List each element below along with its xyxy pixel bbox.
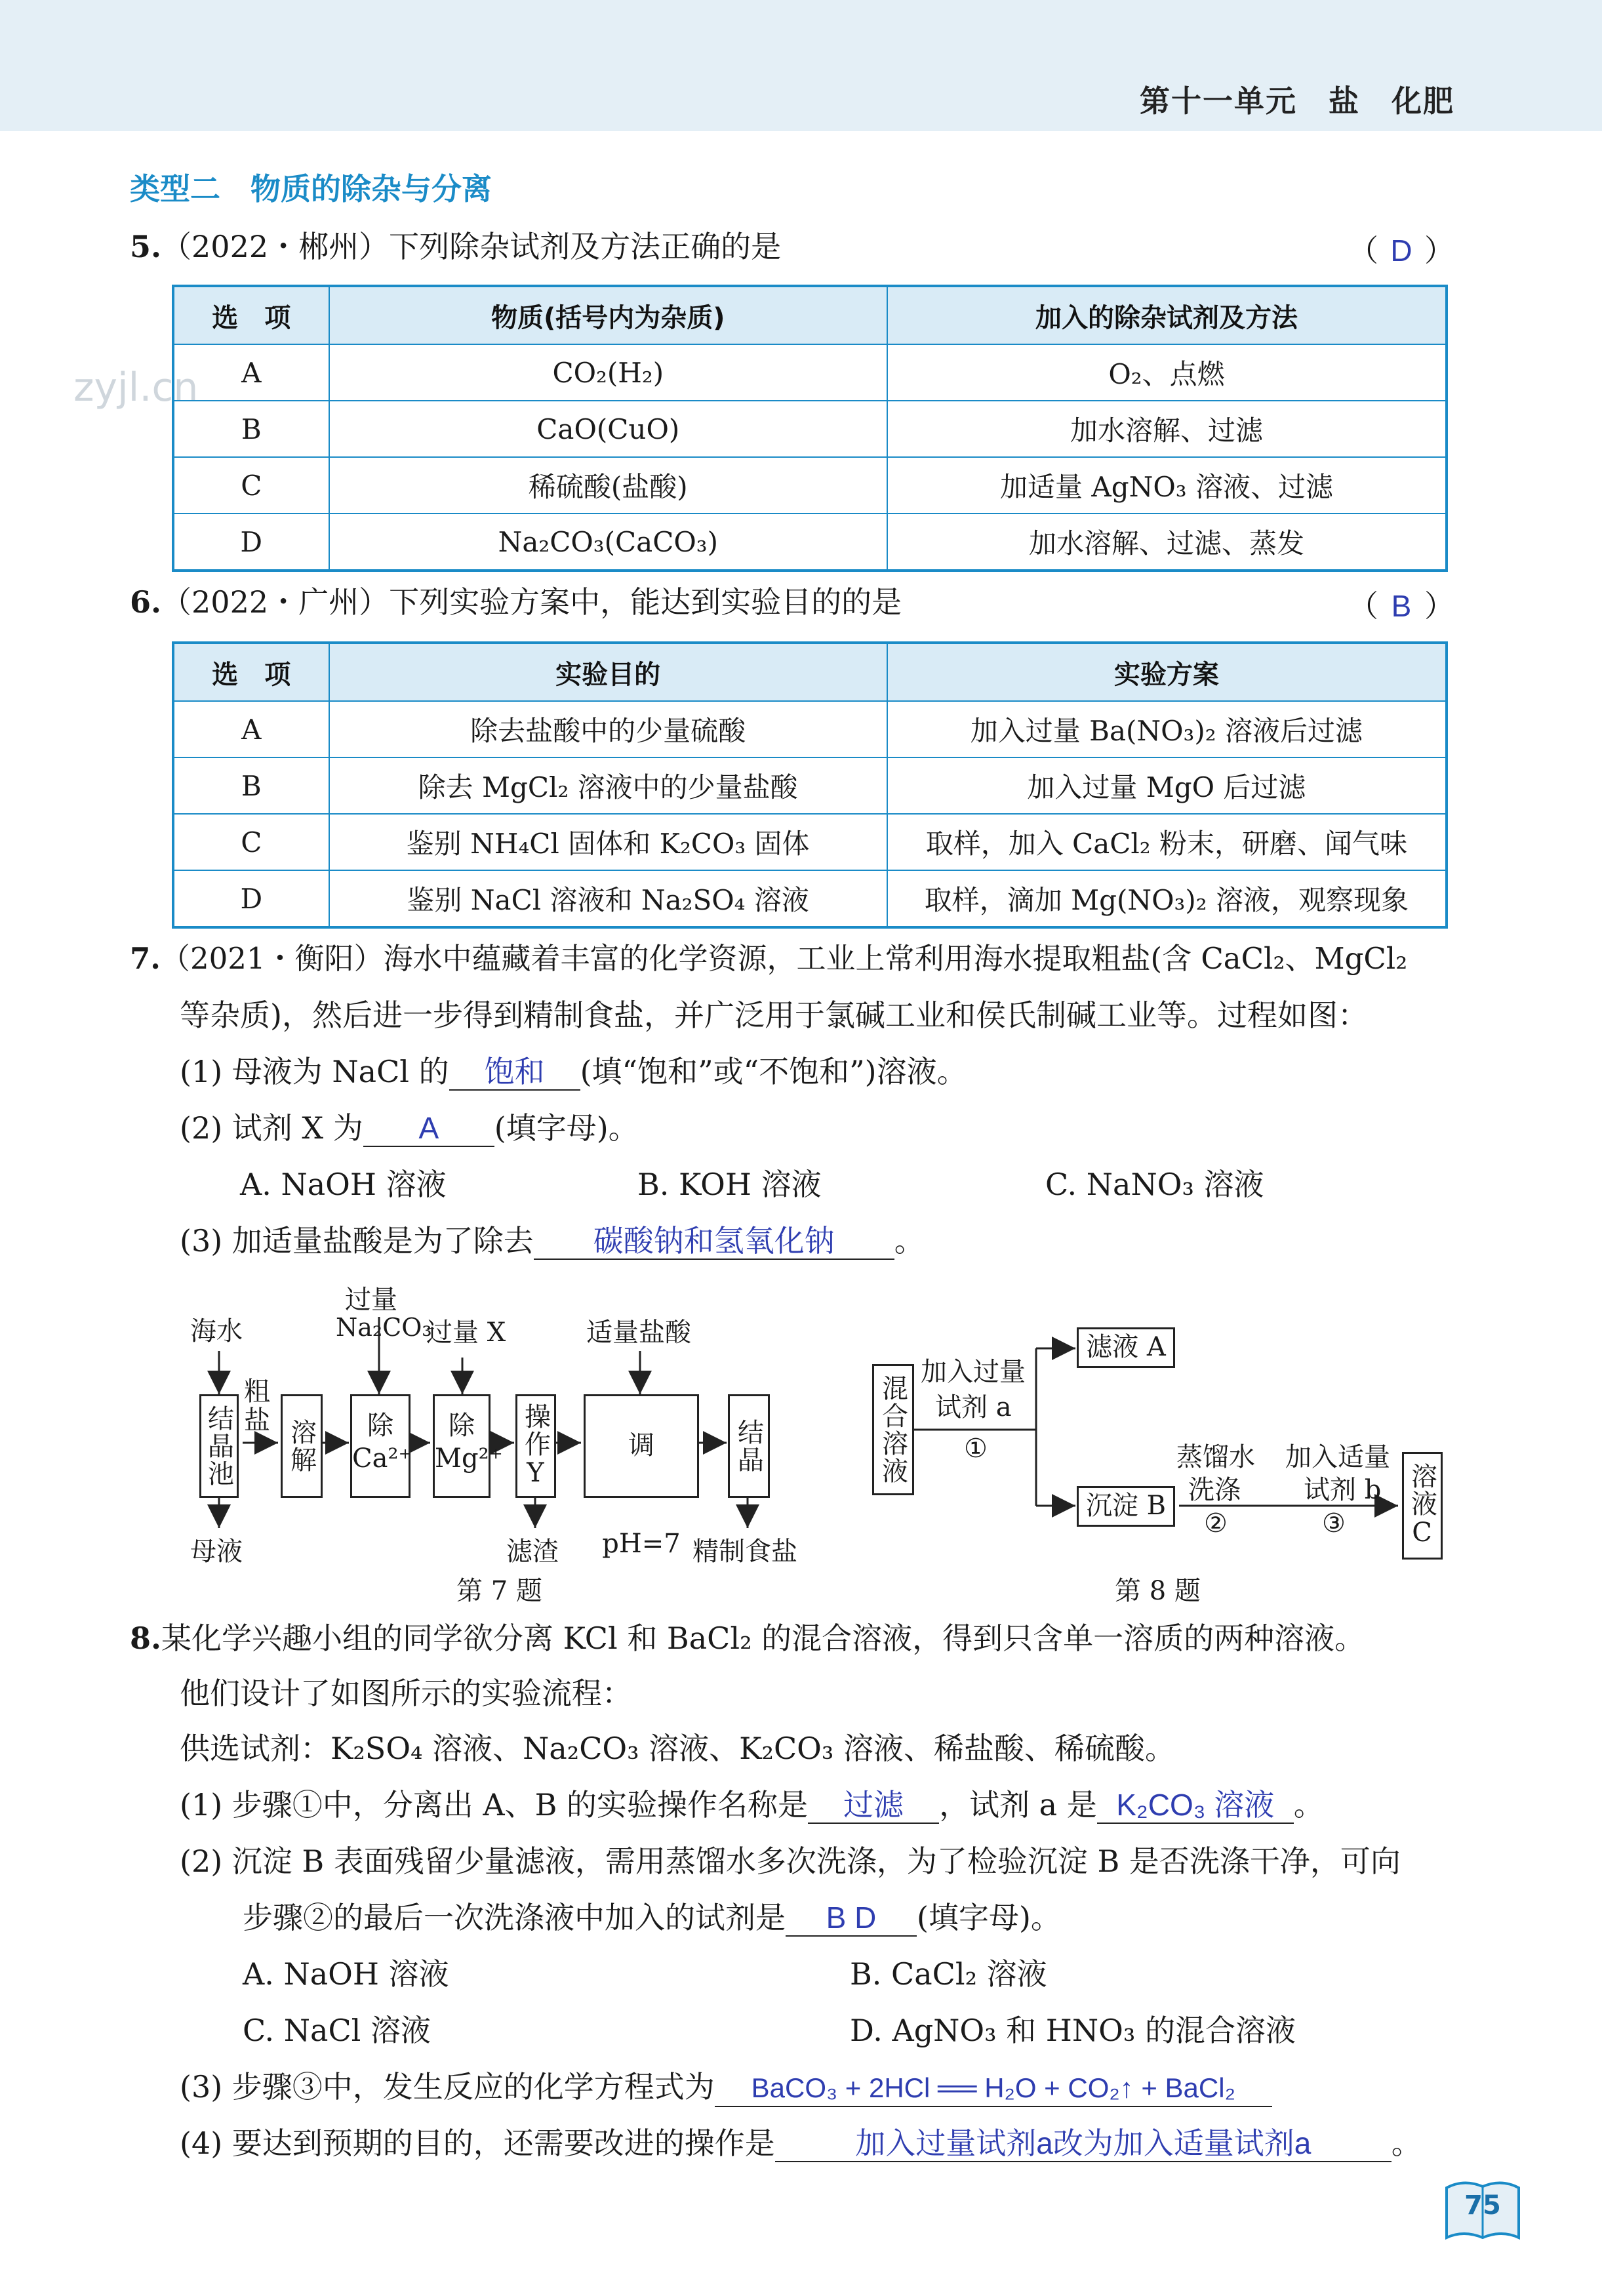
q8-part4-text: (4) 要达到预期的目的，还需要改进的操作是 — [180, 2125, 775, 2161]
table-cell: A — [173, 701, 329, 757]
seawater-label: 海水 — [190, 1316, 243, 1346]
table-cell: C — [173, 457, 329, 514]
paren-open: （ — [1348, 588, 1378, 624]
table-header: 实验目的 — [329, 643, 887, 701]
table-cell: 加适量 AgNO₃ 溶液、过滤 — [887, 457, 1447, 514]
q7-part3-answer: 碳酸钠和氢氧化钠 — [534, 1223, 894, 1260]
excess-x-label: 过量 X — [426, 1318, 506, 1348]
table-header: 加入的除杂试剂及方法 — [887, 286, 1447, 344]
crystallization-pool-box: 结晶池 — [199, 1394, 239, 1498]
q7-stem-line2: 等杂质)，然后进一步得到精制食盐，并广泛用于氯碱工业和侯氏制碱工业等。过程如图： — [180, 997, 1368, 1033]
table-cell: 稀硫酸(盐酸) — [329, 457, 888, 514]
table-cell: 加入过量 Ba(NO₃)₂ 溶液后过滤 — [887, 701, 1447, 757]
q7-part1-text: (1) 母液为 NaCl 的 — [180, 1054, 449, 1089]
table-cell: 加水溶解、过滤 — [887, 401, 1447, 457]
dissolve-box: 溶解 — [281, 1394, 323, 1498]
table-cell: 鉴别 NH₄Cl 固体和 K₂CO₃ 固体 — [329, 814, 887, 870]
q8-part3 — [180, 2067, 1272, 2107]
q8-reagents: 供选试剂：K₂SO₄ 溶液、Na₂CO₃ 溶液、K₂CO₃ 溶液、稀盐酸、稀硫酸。 — [180, 1731, 1175, 1766]
q8-part1-text: (1) 步骤①中，分离出 A、B 的实验操作名称是 — [180, 1787, 809, 1823]
q7-option-c: C. NaNO₃ 溶液 — [1045, 1167, 1264, 1202]
q8-part4 — [180, 2124, 1422, 2163]
operation-y-box: 操作Y — [515, 1394, 556, 1498]
table-cell: 取样，滴加 Mg(NO₃)₂ 溶液，观察现象 — [887, 870, 1447, 927]
wash-label: 洗涤 — [1188, 1475, 1241, 1505]
q8-part2-answer: B D — [786, 1900, 917, 1937]
q7-number: 7. — [130, 941, 161, 976]
q5-text: （2022・郴州）下列除杂试剂及方法正确的是 — [161, 229, 782, 264]
page-number: 75 — [1464, 2190, 1501, 2221]
q8-option-b: B. CaCl₂ 溶液 — [850, 1956, 1047, 1992]
q8-stem-line1 — [130, 1619, 1365, 1658]
q8-part2-hint: (填字母)。 — [917, 1900, 1061, 1935]
q7-text: （2021・衡阳）海水中蕴藏着丰富的化学资源，工业上常利用海水提取粗盐(含 CaCl₂、MgCl₂ — [160, 941, 1408, 976]
table-cell: C — [173, 814, 329, 870]
reagent-a-label: 试剂 a — [935, 1392, 1012, 1422]
q8-part2-text: 步骤②的最后一次洗涤液中加入的试剂是 — [243, 1900, 786, 1935]
q8-option-a: A. NaOH 溶液 — [243, 1956, 449, 1992]
q8-part1-answer1: 过滤 — [808, 1787, 939, 1824]
table-cell: 加入过量 MgO 后过滤 — [887, 757, 1447, 814]
q8-part3-text: (3) 步骤③中，发生反应的化学方程式为 — [180, 2069, 715, 2105]
q8-text: 某化学兴趣小组的同学欲分离 KCl 和 BaCl₂ 的混合溶液，得到只含单一溶质的两种溶液。 — [161, 1621, 1365, 1656]
table-cell: D — [173, 870, 329, 927]
distilled-water-label: 蒸馏水 — [1176, 1442, 1255, 1472]
table-cell: B — [173, 757, 329, 814]
excess-label: 过量 — [345, 1285, 397, 1315]
mixed-solution-box: 混合溶液 — [872, 1364, 914, 1495]
q5-number: 5. — [130, 229, 162, 264]
crystallize-box: 结晶 — [728, 1394, 770, 1498]
remove-mg-box — [433, 1394, 503, 1498]
q7-option-a: A. NaOH 溶液 — [240, 1167, 447, 1202]
table-cell: B — [173, 401, 329, 457]
add-excess-label: 加入过量 — [921, 1357, 1026, 1387]
step3-label: ③ — [1322, 1508, 1346, 1539]
paren-close: ） — [1424, 588, 1454, 624]
remove-ca-box — [350, 1394, 411, 1498]
q8-option-c: C. NaCl 溶液 — [243, 2013, 431, 2048]
reagent-b-label: 试剂 b — [1304, 1475, 1382, 1505]
q7-part3-text: (3) 加适量盐酸是为了除去 — [180, 1223, 534, 1259]
q8-number: 8. — [130, 1621, 162, 1656]
table-cell: 取样，加入 CaCl₂ 粉末，研磨、闻气味 — [887, 814, 1447, 870]
paren-close: ） — [1424, 233, 1454, 268]
table-cell: 加水溶解、过滤、蒸发 — [887, 514, 1447, 571]
adjust-ph-box: 调 pH=7 — [584, 1394, 699, 1498]
figure8-caption: 第 8 题 — [1115, 1576, 1201, 1606]
step2-label: ② — [1204, 1508, 1228, 1539]
q8-part1-mid: ，试剂 a 是 — [939, 1787, 1097, 1823]
figure7-caption: 第 7 题 — [456, 1576, 542, 1606]
table-cell: A — [173, 344, 329, 401]
hcl-label: 适量盐酸 — [586, 1318, 691, 1348]
table-header: 选 项 — [173, 286, 329, 344]
crude-salt-label: 粗盐 — [244, 1377, 270, 1436]
table-header: 实验方案 — [887, 643, 1447, 701]
table-header: 选 项 — [173, 643, 329, 701]
table-header: 物质(括号内为杂质) — [329, 286, 888, 344]
q7-part2-answer: A — [363, 1110, 494, 1147]
mg-ion-text: Mg²⁺ — [435, 1443, 503, 1474]
q7-part1-answer: 饱和 — [449, 1054, 580, 1091]
q8-part4-answer: 加入过量试剂a改为加入适量试剂a — [775, 2125, 1392, 2162]
q8-part1-end: 。 — [1293, 1787, 1324, 1823]
q5-answer: D — [1390, 233, 1412, 268]
table-cell: D — [173, 514, 329, 571]
q7-option-b: B. KOH 溶液 — [637, 1167, 822, 1202]
q8-part1-answer2: K₂CO₃ 溶液 — [1097, 1787, 1294, 1824]
q7-part1-hint: (填“饱和”或“不饱和”)溶液。 — [580, 1054, 967, 1089]
watermark: zyjl.cn — [73, 365, 199, 411]
q8-part2-line2 — [243, 1898, 1061, 1937]
table-cell: CaO(CuO) — [329, 401, 888, 457]
table-cell: CO₂(H₂) — [329, 344, 888, 401]
q7-part3-end: 。 — [894, 1223, 925, 1259]
step1-label: ① — [964, 1434, 988, 1464]
na2co3-label: Na₂CO₃ — [336, 1313, 432, 1342]
table-cell: O₂、点燃 — [887, 344, 1447, 401]
q7-part2-text: (2) 试剂 X 为 — [180, 1110, 363, 1146]
section-title: 类型二 物质的除杂与分离 — [130, 171, 492, 207]
remove-ca-text: 除 — [367, 1411, 393, 1441]
unit-title: 第十一单元 盐 化肥 — [1140, 83, 1454, 119]
table-cell: Na₂CO₃(CaCO₃) — [329, 514, 888, 571]
precipitate-b-box: 沉淀 B — [1077, 1486, 1175, 1527]
table-cell: 除去盐酸中的少量硫酸 — [329, 701, 887, 757]
q6-answer: B — [1391, 589, 1412, 623]
q8-stem-line2: 他们设计了如图所示的实验流程： — [180, 1676, 632, 1711]
q8-option-d: D. AgNO₃ 和 HNO₃ 的混合溶液 — [850, 2013, 1296, 2048]
q8-part3-answer: BaCO₃ + 2HCl ══ H₂O + CO₂↑ + BaCl₂ — [715, 2070, 1272, 2107]
q8-part1 — [180, 1785, 1324, 1824]
residue-label: 滤渣 — [506, 1537, 559, 1567]
q6-number: 6. — [130, 584, 162, 620]
q6-text: （2022・广州）下列实验方案中，能达到实验目的的是 — [161, 584, 902, 620]
q7-part2-hint: (填字母)。 — [494, 1110, 639, 1146]
q8-part4-end: 。 — [1391, 2125, 1422, 2161]
solution-c-box: 溶液C — [1402, 1452, 1443, 1560]
filtrate-a-box: 滤液 A — [1077, 1327, 1175, 1368]
ca-ion-text: Ca²⁺ — [352, 1443, 412, 1474]
table-cell: 除去 MgCl₂ 溶液中的少量盐酸 — [329, 757, 887, 814]
add-appropriate-label: 加入适量 — [1285, 1442, 1390, 1472]
mother-liquor-label: 母液 — [190, 1537, 243, 1567]
remove-mg-text: 除 — [449, 1411, 475, 1441]
table-cell: 鉴别 NaCl 溶液和 Na₂SO₄ 溶液 — [329, 870, 887, 927]
refined-salt-label: 精制食盐 — [692, 1537, 797, 1567]
q8-part2-line1: (2) 沉淀 B 表面残留少量滤液，需用蒸馏水多次洗涤，为了检验沉淀 B 是否洗涤干净，可向 — [180, 1843, 1401, 1879]
paren-open: （ — [1348, 233, 1378, 268]
